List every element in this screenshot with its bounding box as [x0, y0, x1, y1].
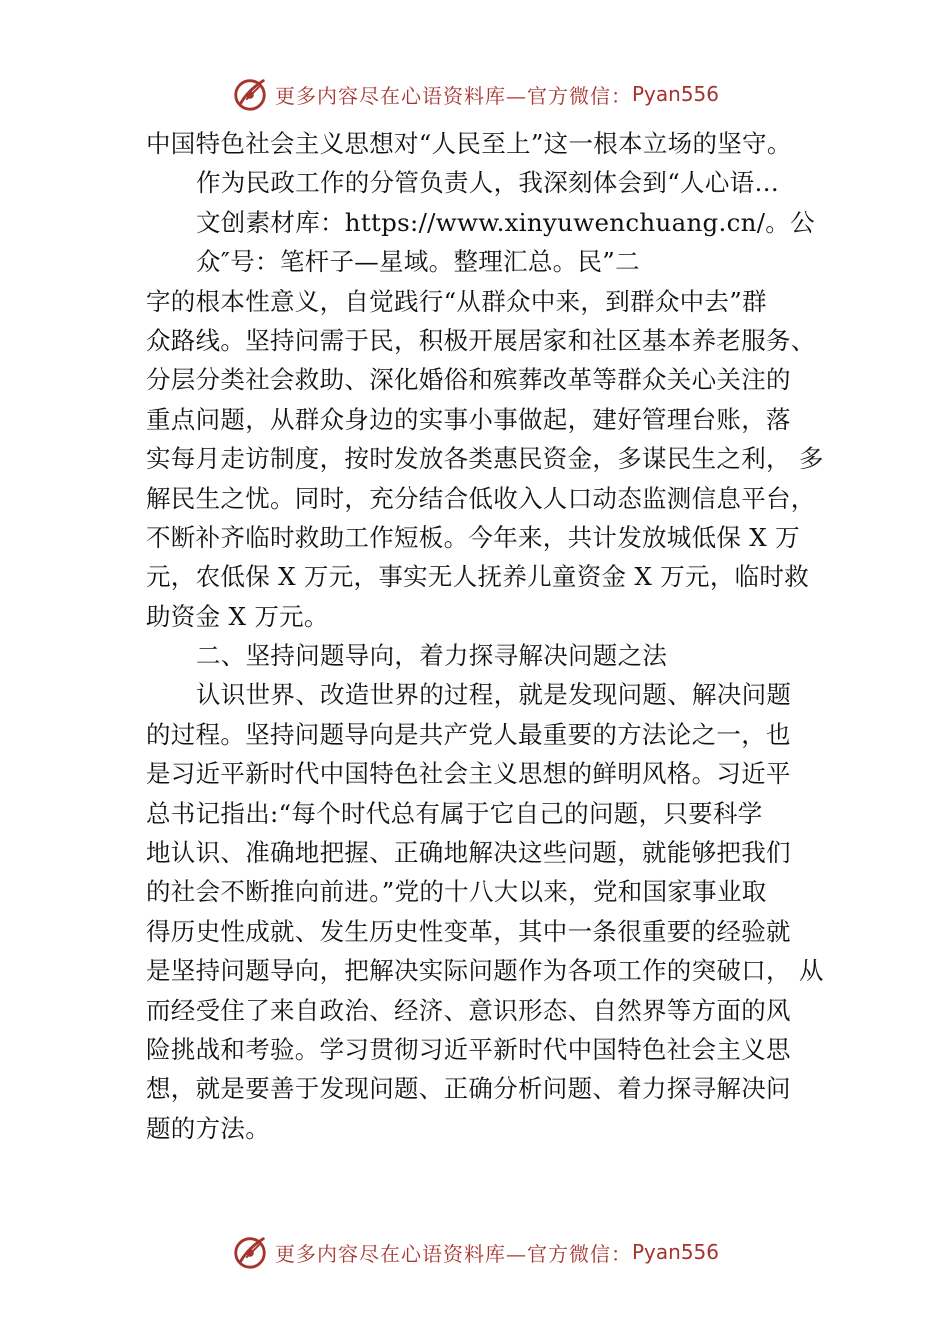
footer-banner	[0, 1228, 950, 1276]
body-line: 文创素材库：https://www.xinyuwenchuang.cn/。公	[196, 207, 815, 237]
body-line: 字的根本性意义，自觉践行“从群众中来，到群众中去”群	[146, 286, 767, 316]
body-line: 元，农低保 X 万元，事实无人抚养儿童资金 X 万元，临时救	[146, 562, 810, 592]
body-line: 得历史性成就、发生历史性变革，其中一条很重要的经验就	[146, 916, 791, 946]
body-line: 是习近平新时代中国特色社会主义思想的鲜明风格。习近平	[146, 759, 791, 789]
body-line: 不断补齐临时救助工作短板。今年来，共计发放城低保 X 万	[146, 522, 800, 552]
brand-logo-icon	[231, 75, 269, 113]
body-line: 险挑战和考验。学习贯彻习近平新时代中国特色社会主义思	[146, 1034, 791, 1064]
footer-wechat-handle: Pyan556	[631, 1240, 719, 1264]
body-line: 的社会不断推向前进。”党的十八大以来，党和国家事业取	[146, 877, 767, 907]
body-line: 的过程。坚持问题导向是共产党人最重要的方法论之一，也	[146, 719, 791, 749]
body-line: 重点问题，从群众身边的实事小事做起，建好管理台账，落	[146, 404, 791, 434]
header-wechat-handle: Pyan556	[631, 82, 719, 106]
footer-banner-text: 更多内容尽在心语资料库—官方微信：	[274, 1241, 632, 1266]
brand-logo-icon	[231, 1233, 269, 1271]
header-banner	[0, 70, 950, 118]
body-line: 众路线。坚持问需于民，积极开展居家和社区基本养老服务、	[146, 325, 816, 355]
body-line: 实每月走访制度，按时发放各类惠民资金，多谋民生之利， 多	[146, 444, 824, 474]
header-banner-text: 更多内容尽在心语资料库—官方微信：	[274, 83, 632, 108]
body-line: 作为民政工作的分管负责人，我深刻体会到“人心语…	[196, 168, 780, 198]
body-line: 地认识、准确地把握、正确地解决这些问题，就能够把我们	[146, 838, 791, 868]
body-line: 而经受住了来自政治、经济、意识形态、自然界等方面的风	[146, 995, 791, 1025]
body-line: 是坚持问题导向，把解决实际问题作为各项工作的突破口， 从	[146, 956, 824, 986]
body-line: 中国特色社会主义思想对“人民至上”这一根本立场的坚守。	[146, 129, 792, 158]
body-line: 解民生之忧。同时，充分结合低收入人口动态监测信息平台，	[146, 483, 816, 513]
body-line: 助资金 X 万元。	[146, 601, 329, 631]
document-body	[146, 124, 826, 1148]
body-line: 想，就是要善于发现问题、正确分析问题、着力探寻解决问	[146, 1074, 791, 1104]
body-line: 总书记指出:“每个时代总有属于它自己的问题，只要科学	[146, 798, 763, 828]
body-line: 分层分类社会救助、深化婚俗和殡葬改革等群众关心关注的	[146, 365, 791, 395]
body-line: 认识世界、改造世界的过程，就是发现问题、解决问题	[196, 680, 792, 710]
body-line: 众″号：笔杆子—星域。整理汇总。民”二	[196, 247, 640, 277]
body-line: 题的方法。	[146, 1113, 270, 1143]
section-heading: 二、坚持问题导向，着力探寻解决问题之法	[196, 641, 668, 671]
